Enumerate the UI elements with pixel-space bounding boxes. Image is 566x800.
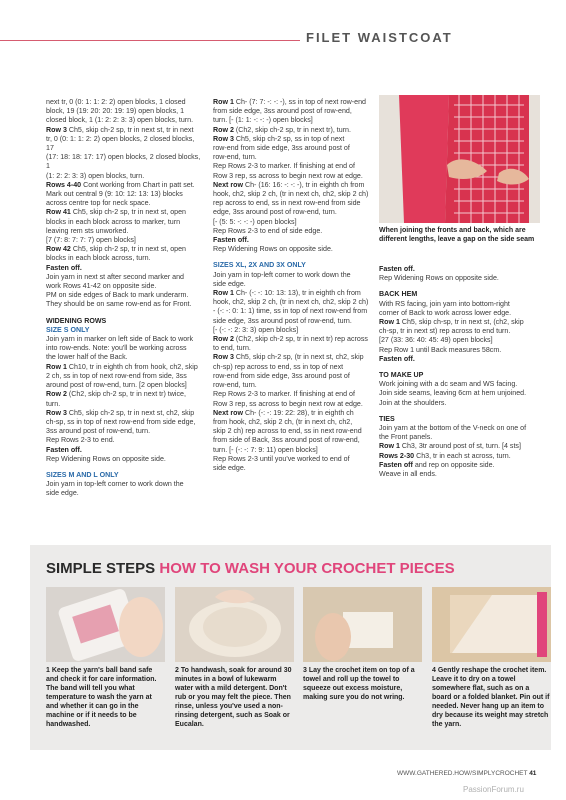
row-instruction: Row 1 Ch5, skip ch-sp, tr in next st, (ch2, skip [379,318,524,327]
row-instruction: Row 2 (Ch2, skip ch-2 sp, tr in next tr) rep across [213,335,368,344]
row-instruction: Row 3 Ch5, skip ch-2 sp, tr in next st, tr in next [46,125,194,134]
text-column-2 [213,98,369,473]
text-line: [- (5: 5: -: -: -) open blocks] [213,217,297,226]
text-line: from hook, ch2, skip 2 ch, (tr in next ch, ch2, [213,417,353,426]
step-4-image [432,587,551,662]
text-line: Join yarn in next st after second marker and [46,272,185,281]
text-line: Join yarn at the bottom of the V-neck on one of [379,424,527,433]
text-line: Join yarn in top-left corner to work down the [46,480,184,489]
text-line: from side edge, 3ss around post of row-end, [213,107,352,116]
text-line: hook, ch2, skip 2 ch, (tr in next ch, ch2, skip 2 ch) [213,298,369,307]
footer-url[interactable]: WWW.GATHERED.HOW/SIMPLYCROCHET [397,770,528,777]
text-line: row-end from side edge, 3ss around post of [213,371,350,380]
text-line: next tr, 0 (0: 1: 1: 2: 2) open blocks, 1 closed [46,98,186,106]
text-line: Row 3 rep, ss across to begin next row at edge. [213,171,363,180]
text-line: (17: 18: 18: 17: 17) open blocks, 2 closed blocks, 1 [46,153,201,171]
text-line: blocks in each block across to marker, turn [46,217,181,226]
text-line: tr, 0 (0: 1: 1: 2: 2) open blocks, 2 closed blocks, 17 [46,134,195,153]
text-line: around post of row-end, turn. [2 open blocks] [46,381,187,390]
row-instruction: Row 2 (Ch2, skip ch-2 sp, tr in next tr), turn. [213,125,351,134]
text-line: PM on side edges of Back to mark underarm. [46,291,189,300]
row-instruction: Row 42 Ch5, skip ch-2 sp, tr in next st, open [46,245,186,254]
text-line: Row 3 rep, ss across to begin next row at edge. [213,399,363,408]
text-line: Rep Rows 2-3 to end of side edge. [213,226,323,235]
text-line: Join side seams, leaving 6cm at hem unjoined. [379,389,527,398]
text-line: row-end, turn. [213,381,257,390]
text-line: hook, ch2, skip 2 ch, (tr in next ch, ch2, skip 2 ch) [213,190,369,199]
section-heading-back-hem: BACK HEM [379,290,418,299]
page-header-title: FILET WAISTCOAT [306,30,453,45]
text-line: Rep Rows 2-3 to marker. If finishing at end of [213,162,355,171]
fasten-off: Fasten off. [213,236,249,245]
text-line: Join yarn in marker on left side of Back to work [46,335,194,344]
text-line: across centre top for neck space. [46,199,151,208]
text-line: Rep Rows 2-3 to marker. If finishing at end of [213,390,355,399]
text-line: work Rows 41-42 on opposite side. [46,282,157,291]
text-line: block, 19 (19: 20: 20: 19: 19) open blocks, 1 [46,107,185,116]
row-instruction: Row 1 Ch- (7: 7: -: -: -), ss in top of next row-end [213,98,366,106]
text-line: 2 ch, ss in top of next row-end from side, 3ss [46,371,187,380]
text-line: closed block, 1 (1: 2: 2: 3: 3) open blocks, turn. [46,116,194,125]
row-instruction: Row 3 Ch5, skip ch-2 sp, ss in top of next [213,134,345,143]
text-line: row-end from side edge, 3ss around post of [213,144,350,153]
row-instruction: Next row Ch- (-: -: 19: 22: 28), tr in eighth ch [213,408,354,417]
text-line: ch-sp, tr in next st) rep across to end turn. [379,327,511,336]
text-line: Mark out central 9 (9: 10: 12: 13: 13) blocks [46,190,183,199]
simple-steps-title: SIMPLE STEPS HOW TO WASH YOUR CROCHET PIECES [46,560,455,577]
fasten-off: Fasten off. [379,265,415,273]
fasten-off: Fasten off. [46,445,82,454]
text-line: Join at the shoulders. [379,398,447,407]
text-line: ch-sp, ss in top of next row-end from side edge, [46,417,196,426]
text-line: Rep Rows 2-3 to end. [46,436,115,445]
size-heading: SIZES XL, 2X AND 3X ONLY [213,261,306,270]
row-instruction: Next row Ch- (16: 16: -: -: -), tr in eighth ch from [213,180,365,189]
fasten-off: Fasten off. [46,263,82,272]
size-heading: SIZES M AND L ONLY [46,470,119,479]
step-2-text: 2 To handwash, soak for around 30 minutes in a bowl of lukewarm water with a mild detergent. Don't rub or you may felt the piece. Then rinse, unless you've used a non-rinsing detergent, such as Soak or Eucalan. [175,667,292,728]
text-line: edge, 3ss around post of row-end, turn. [213,208,337,217]
text-line: Rep Rows 2-3 until you've worked to end of [213,454,350,463]
row-instruction: Row 2 (Ch2, skip ch-2 sp, tr in next tr) twice, turn. [46,390,186,408]
step-4-text: 4 Gently reshape the crochet item. Leave it to dry on a towel somewhere flat, such as on a board or a folded blanket. Pin out if needed. Never hang up an item to dry because its weight may stretch the yarn. [432,667,550,728]
row-instruction: Rows 4-40 Cont working from Chart in patt set. [46,180,195,189]
text-line: turn. [- (-: -: 7: 9: 11) open blocks] [213,445,318,454]
text-line: (1: 2: 2: 3: 3) open blocks, turn. [46,171,145,180]
text-line: [27 (33: 36: 40: 45: 49) open blocks] [379,336,493,345]
text-line: They should be on same row-end as for Front. [46,300,192,309]
step-3-image [303,587,422,662]
step-3-text: 3 Lay the crochet item on top of a towel and roll up the towel to squeeze out excess moisture, making sure you do not wring. [303,667,415,701]
text-line: from side of Back, 3ss around post of row-end, [213,436,360,445]
text-line: Rep Row 1 until Back measures 58cm. [379,345,502,354]
text-line: the Front panels. [379,433,433,442]
step-2-image [175,587,294,662]
text-line: to end, turn. [213,344,251,353]
row-instruction: Rows 2-30 Ch3, tr in each st across, turn. [379,451,511,460]
text-line: into row-ends. Note: you'll be working across [46,344,187,353]
row-instruction: Row 1 Ch- (-: -: 10: 13: 13), tr in eighth ch from [213,289,361,298]
text-column-3 [379,265,539,479]
text-line: [- (-: -: 2: 3: 3) open blocks] [213,325,299,334]
section-heading-ties: TIES [379,414,395,423]
text-line: [7 (7: 8: 7: 7: 7) open blocks] [46,236,136,245]
text-line: Rep Widening Rows on opposite side. [46,454,166,463]
text-line: the lower half of the Back. [46,353,128,362]
section-heading-make-up: TO MAKE UP [379,371,424,380]
waistcoat-photo [379,95,540,223]
text-column-1 [46,98,202,499]
text-line: row-end, turn. [213,153,257,162]
step-1-text: 1 Keep the yarn's ball band safe and check it for care information. The band will tell you what temperature to wash the yarn at and whether it can go in the machine or if it needs to be handwashed. [46,667,157,728]
text-line: side edge, 3ss around post of row-end, turn. [213,316,352,325]
text-line: With RS facing, join yarn into bottom-right [379,299,510,308]
text-line: ch-sp) rep across to end, ss in top of next [213,362,344,371]
text-line: side edge. [213,279,246,288]
row-instruction: Row 1 Ch3, 3tr around post of st, turn. [4 sts] [379,442,521,451]
text-line: skip 2 ch) rep across to end, ss in next row-end [213,427,362,436]
text-line: Weave in all ends. [379,470,437,479]
section-heading-widening: WIDENING ROWS [46,316,107,325]
fasten-off: Fasten off. [379,354,415,363]
photo-caption: When joining the fronts and back, which are different lengths, leave a gap on the side seam [379,227,535,243]
row-instruction: Fasten off and rep on opposite side. [379,460,495,469]
page-number: 41 [529,770,537,777]
text-line: blocks in each block across, turn. [46,254,151,263]
row-instruction: Row 1 Ch10, tr in eighth ch from hook, ch2, skip [46,362,198,371]
text-line: Join yarn in top-left corner to work down the [213,270,351,279]
size-heading: SIZE S ONLY [46,325,90,334]
page-footer [397,770,536,777]
text-line: leaving rem sts unworked. [46,226,129,235]
text-line: - (-: -: 0: 1: 1) time, ss in top of next row-end from [213,307,368,316]
row-instruction: Row 41 Ch5, skip ch-2 sp, tr in next st, open [46,208,186,217]
step-1-image [46,587,165,662]
text-line: Rep Widening Rows on opposite side. [213,245,333,254]
header-rule [0,40,300,41]
text-line: Rep Widening Rows on opposite side. [379,274,499,283]
row-instruction: Row 3 Ch5, skip ch-2 sp, (tr in next st, ch2, skip [213,353,364,362]
text-line: rep across to end, ss in next row-end from side [213,199,361,208]
text-line: turn. [- (1: 1: -: -: -) open blocks] [213,116,313,125]
text-line: 3ss around post of row-end, turn. [46,427,151,436]
row-instruction: Row 3 Ch5, skip ch-2 sp, tr in next st, ch2, skip [46,408,195,417]
watermark: PassionForum.ru [463,785,524,794]
text-line: Work joining with a dc seam and WS facing. [379,380,518,389]
text-line: corner of Back to work across lower edge. [379,308,512,317]
text-line: side edge. [213,463,246,472]
text-line: side edge. [46,489,79,498]
